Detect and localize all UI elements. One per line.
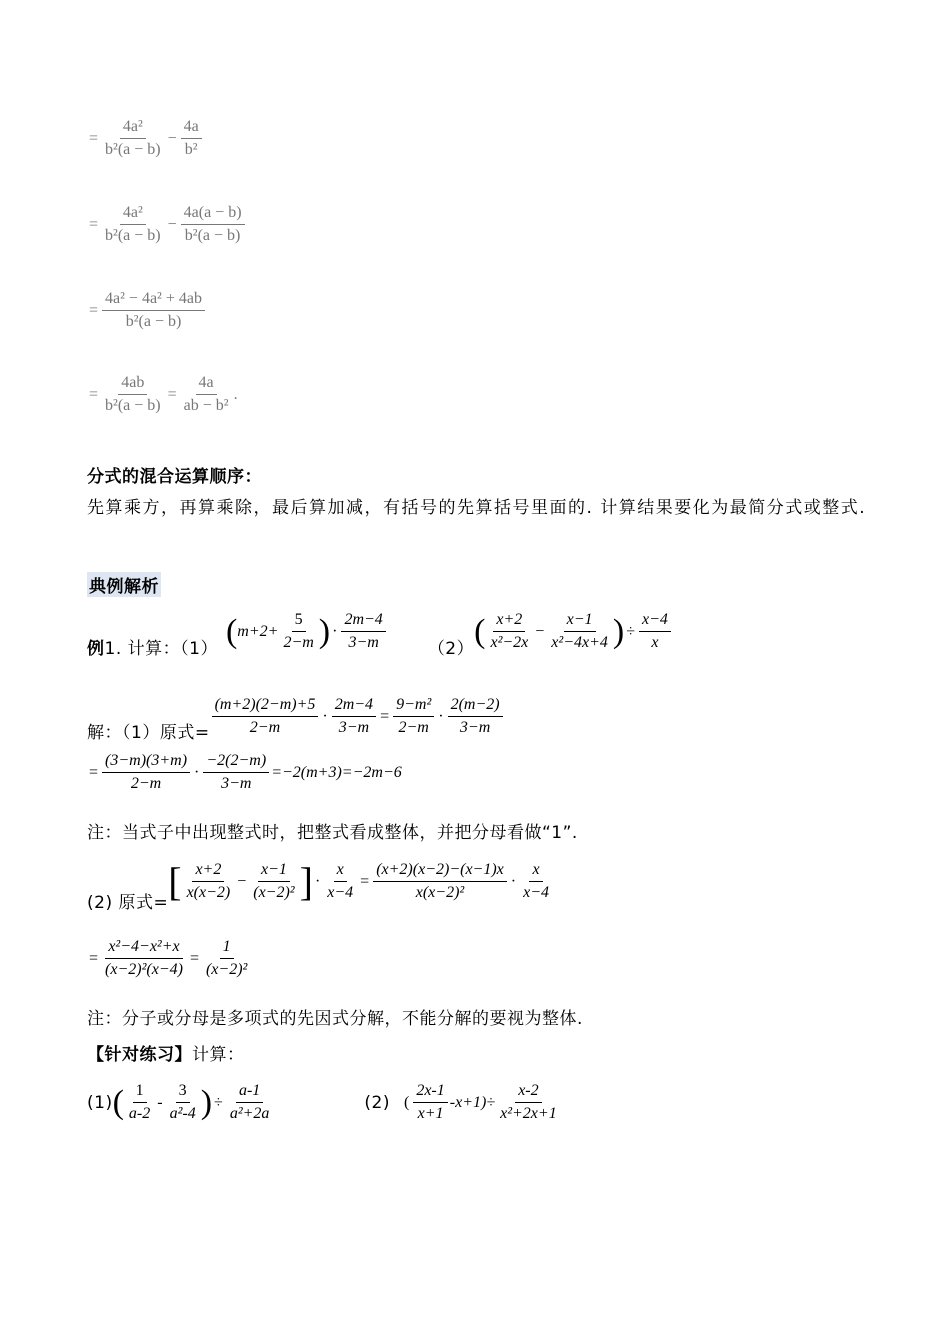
practice-heading: 【针对练习】 计算： — [87, 1045, 245, 1065]
solution-2-label: (2) 原式= — [87, 893, 169, 913]
step-3: = $\frac{\text{4a² − 4a² + 4ab}}{\text{b²(a − b)}}$ — [87, 290, 207, 332]
note-1: 注：当式子中出现整式时，把整式看成整体，并把分母看做“1”. — [87, 823, 578, 843]
practice-q2-label: (2) — [364, 1092, 390, 1113]
solution-2-line-2: = $\frac{\text{x²−4−x²+x}}{\text{(x−2)²(x−4)}}$ = $\frac{1}{\text{(x−2)²}}$ — [89, 938, 248, 979]
solution-1-label: 解：（1）原式= — [87, 723, 210, 743]
solution-2-line-1: (2) 原式= [ $\frac{x+2}{x(x-2)}$ − $\frac{x-1}{\text{(x−2)²}}$ ] · $\frac{x}{x-4}$ = $\frac{(x+2)(x-2)-(x-1)x}{\text{x(x−2)²}}$ · $\frac{x}{x-4}$ — [87, 858, 549, 913]
example-prompt: 1. 计算：（1） — [104, 639, 218, 659]
solution-1-line-2: = $\frac{(3-m)(3+m)}{2-m}$ · $\frac{-2(2-m)}{3-m}$ =−2(m+3)=−2m−6 — [89, 752, 402, 793]
section-title: 典例解析 — [87, 572, 161, 597]
step-1: = $\frac{\text{4a²}}{\text{b²(a − b)}}$ − $\frac{4a}{\text{b²}}$ — [87, 118, 204, 160]
example-1: 例 1. 计算：（1） ( m+2+ $\frac{5}{2-m}$ ) · $\frac{2m-4}{3-m}$ （2） ( $\frac{x+2}{\text{x²−2x}}$ − $\frac{x-1}{\text{x²−4x+4}}$ ) ÷ $\frac{x-4}{x}$ — [87, 604, 673, 659]
order-text: 先算乘方，再算乘除，最后算加减，有括号的先算括号里面的. 计算结果要化为最简分式或整式. — [87, 498, 867, 518]
step-2: = $\frac{\text{4a²}}{\text{b²(a − b)}}$ − $\frac{4a(a - b)}{\text{b²(a − b)}}$ — [87, 204, 247, 246]
step-4: = $\frac{4ab}{\text{b²(a − b)}}$ = $\frac{4a}{\text{ab − b²}}$ . — [89, 374, 238, 415]
order-heading: 分式的混合运算顺序： — [87, 467, 262, 487]
practice-problems: (1) ( $\frac{1}{a-2}$ - $\frac{3}{\text{a²-4}}$ ) ÷ $\frac{a-1}{\text{a²+2a}}$ (2) ( $\frac{2x-1}{x+1}$ -x+1)÷ $\frac{x-2}{\text{x²+2x+1}}$ — [87, 1082, 557, 1123]
solution-1-line-1: 解：（1）原式= $\frac{(m+2)(2-m)+5}{2-m}$ · $\frac{2m-4}{3-m}$ = $\frac{\text{9−m²}}{2-m}$ · $\frac{2(m-2)}{3-m}$ — [87, 690, 505, 743]
example-label: 例 — [87, 639, 105, 659]
note-2: 注：分子或分母是多项式的先因式分解，不能分解的要视为整体. — [87, 1009, 583, 1029]
example-part2-label: （2） — [427, 639, 475, 659]
practice-q1-label: (1) — [87, 1092, 113, 1113]
